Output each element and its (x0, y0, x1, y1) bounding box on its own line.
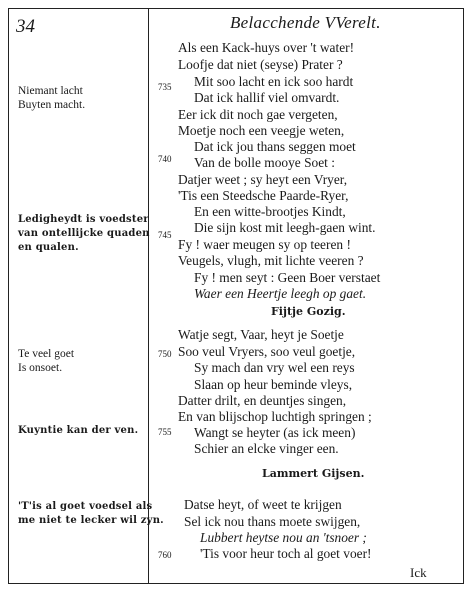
verse-line: Dat ick hallif viel omvardt. (194, 90, 340, 105)
verse-line: 'Tis voor heur toch al goet voer! (200, 546, 372, 561)
margin-note-line: Is onsoet. (18, 362, 63, 374)
line-number: 760 (158, 550, 172, 560)
verse-line: 'Tis een Steedsche Paarde-Ryer, (178, 188, 349, 203)
verse-line: Loofje dat niet (seyse) Prater ? (178, 57, 343, 72)
verse-line: Datjer weet ; sy heyt een Vryer, (178, 172, 348, 187)
page-number: 34 (16, 16, 35, 37)
margin-note-line: Kuyntie kan der ven. (18, 425, 139, 436)
verse-line: Mit soo lacht en ick soo hardt (194, 74, 354, 89)
margin-note-line: van ontellijcke quaden (18, 228, 150, 239)
margin-note-line: me niet te lecker wil zyn. (18, 515, 164, 526)
margin-note (18, 424, 138, 438)
margin-note (18, 500, 164, 528)
verse-line: Watje segt, Vaar, heyt je Soetje (178, 327, 344, 342)
frame-bottom-rule (8, 583, 464, 584)
verse-line: Van de bolle mooye Soet : (194, 155, 335, 170)
catchword: Ick (410, 565, 427, 580)
verse-line: Moetje noch een veegje weten, (178, 123, 345, 138)
speaker-heading: Fijtje Gozig. (271, 305, 346, 318)
margin-note-line: Ledigheydt is voedster (18, 214, 149, 225)
running-title: Belacchende VVerelt. (230, 13, 381, 32)
verse-line: Eer ick dit noch gae vergeten, (178, 107, 338, 122)
frame-top-rule (8, 8, 464, 9)
verse-line: Datter drilt, en deuntjes singen, (178, 393, 347, 408)
verse-line: En een witte-brootjes Kindt, (194, 204, 346, 219)
line-number: 755 (158, 427, 172, 437)
verse-line: Waer een Heertje leegh op gaet. (194, 286, 367, 301)
margin-note-line: Te veel goet (18, 348, 75, 360)
line-number: 745 (158, 230, 172, 240)
verse-line: Sel ick nou thans moete swijgen, (184, 514, 361, 529)
verse-line: Slaan op heur beminde vleys, (194, 377, 353, 392)
verse-line: Fy ! men seyt : Geen Boer verstaet (194, 270, 381, 285)
verse-line: Sy mach dan vry wel een reys (194, 360, 355, 375)
line-number: 735 (158, 82, 172, 92)
margin-note (18, 347, 74, 375)
margin-note-line: en qualen. (18, 242, 79, 253)
verse-line: Veugels, vlugh, mit lichte veeren ? (178, 253, 364, 268)
margin-note-line: Niemant lacht (18, 85, 83, 97)
verse-line: Die sijn kost mit leegh-gaen wint. (194, 220, 376, 235)
verse-line: Fy ! waer meugen sy op teeren ! (178, 237, 351, 252)
verse-line: Wangt se heyter (as ick meen) (194, 425, 356, 440)
margin-note (18, 84, 85, 112)
verse-line: Lubbert heytse nou an 'tsnoer ; (200, 530, 367, 545)
verse-line: En van blijschop luchtigh springen ; (178, 409, 372, 424)
margin-note (18, 213, 150, 255)
margin-note-line: Buyten macht. (18, 99, 86, 111)
margin-note-line: 'T'is al goet voedsel als (18, 501, 153, 512)
line-number: 750 (158, 349, 172, 359)
verse-line: Soo veul Vryers, soo veul goetje, (178, 344, 356, 359)
verse-line: Dat ick jou thans seggen moet (194, 139, 356, 154)
line-number: 740 (158, 154, 172, 164)
frame-left-rule (8, 8, 9, 584)
verse-line: Datse heyt, of weet te krijgen (184, 497, 342, 512)
speaker-heading: Lammert Gijsen. (262, 467, 365, 480)
frame-right-rule (463, 8, 464, 584)
verse-line: Als een Kack-huys over 't water! (178, 40, 355, 55)
margin-divider-rule (148, 8, 149, 584)
verse-line: Schier an elcke vinger een. (194, 441, 339, 456)
